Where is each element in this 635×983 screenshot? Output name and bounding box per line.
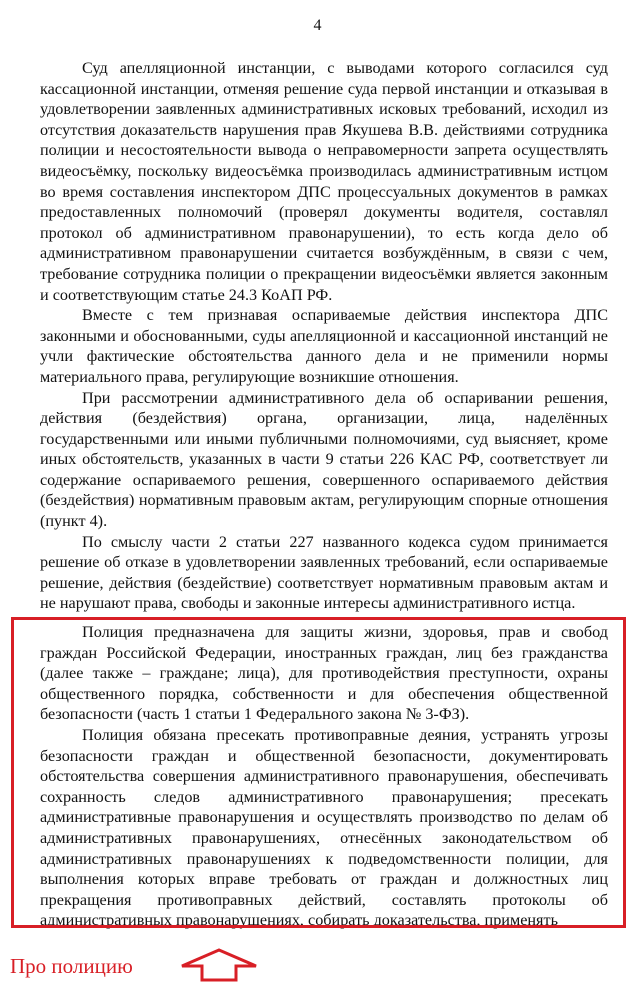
up-arrow-outline-icon bbox=[178, 948, 260, 982]
paragraph: Полиция предназначена для защиты жизни, здоровья, прав и свобод граждан Российской Федерации, иностранных граждан, лиц без гражданства (далее также – граждане; лица), для противодействия преступности, охраны общественного порядка, собственности и для обеспечения общественной безопасности (часть 1 статьи 1 Федерального закона № 3-ФЗ). bbox=[40, 623, 608, 724]
paragraph: Суд апелляционной инстанции, с выводами которого согласился суд кассационной инстанции, отменяя решение суда первой инстанции и отказывая в удовлетворении заявленных административных исковых требований, исходил из отсутствия доказательств нарушения прав Якушева В.В. действиями сотрудника полиции и несостоятельности вывода о неправомерности запрета осуществлять видеосъёмку, поскольку видеосъёмка производилась административным истцом во время составления инспектором ДПС процессуальных документов в рамках предоставленных полномочий (проверял документы водителя, составлял протокол об административном правонарушении), то есть когда дело об административном правонарушении считается возбуждённым, в связи с чем, требование сотрудника полиции о прекращении видеосъёмки является законным и соответствующим статье 24.3 КоАП РФ. bbox=[40, 59, 608, 304]
annotation-caption: Про полицию bbox=[10, 954, 133, 978]
page-number: 4 bbox=[313, 17, 322, 34]
highlighted-police-section bbox=[40, 622, 608, 931]
paragraph: Вместе с тем признавая оспариваемые действия инспектора ДПС законными и обоснованными, суды апелляционной и кассационной инстанций не учли фактические обстоятельства данного дела и не применили нормы материального права, регулирующие возникшие отношения. bbox=[40, 306, 608, 386]
document-body-top bbox=[40, 58, 608, 614]
paragraph: По смыслу части 2 статьи 227 названного кодекса судом принимается решение об отказе в удовлетворении заявленных требований, если оспариваемые решение, действия (бездействие) соответствует нормативным правовым актам и не нарушают права, свободы и законные интересы административного истца. bbox=[40, 532, 608, 613]
paragraph: Полиция обязана пресекать противоправные деяния, устранять угрозы безопасности граждан и общественной безопасности, документировать обстоятельства совершения административного правонарушения, обеспечивать сохранность следов административного правонарушения; пресекать административные правонарушения и осуществлять производство по делам об административных правонарушениях, отнесённых законодательством об административных правонарушениях к подведомственности полиции, для выполнения которых вправе требовать от граждан и должностных лиц прекращения противоправных действий, составлять протоколы об административных правонарушениях, собирать доказательства, применять bbox=[40, 725, 608, 930]
paragraph: При рассмотрении административного дела об оспаривании решения, действия (бездействия) органа, организации, лица, наделённых государственными или иными публичными полномочиями, суд выясняет, кроме иных обстоятельств, указанных в части 9 статьи 226 КАС РФ, соответствует ли содержание оспариваемого решения, совершенного оспариваемого действия (бездействия) нормативным правовым актам, регулирующим спорные отношения (пункт 4). bbox=[40, 388, 608, 531]
